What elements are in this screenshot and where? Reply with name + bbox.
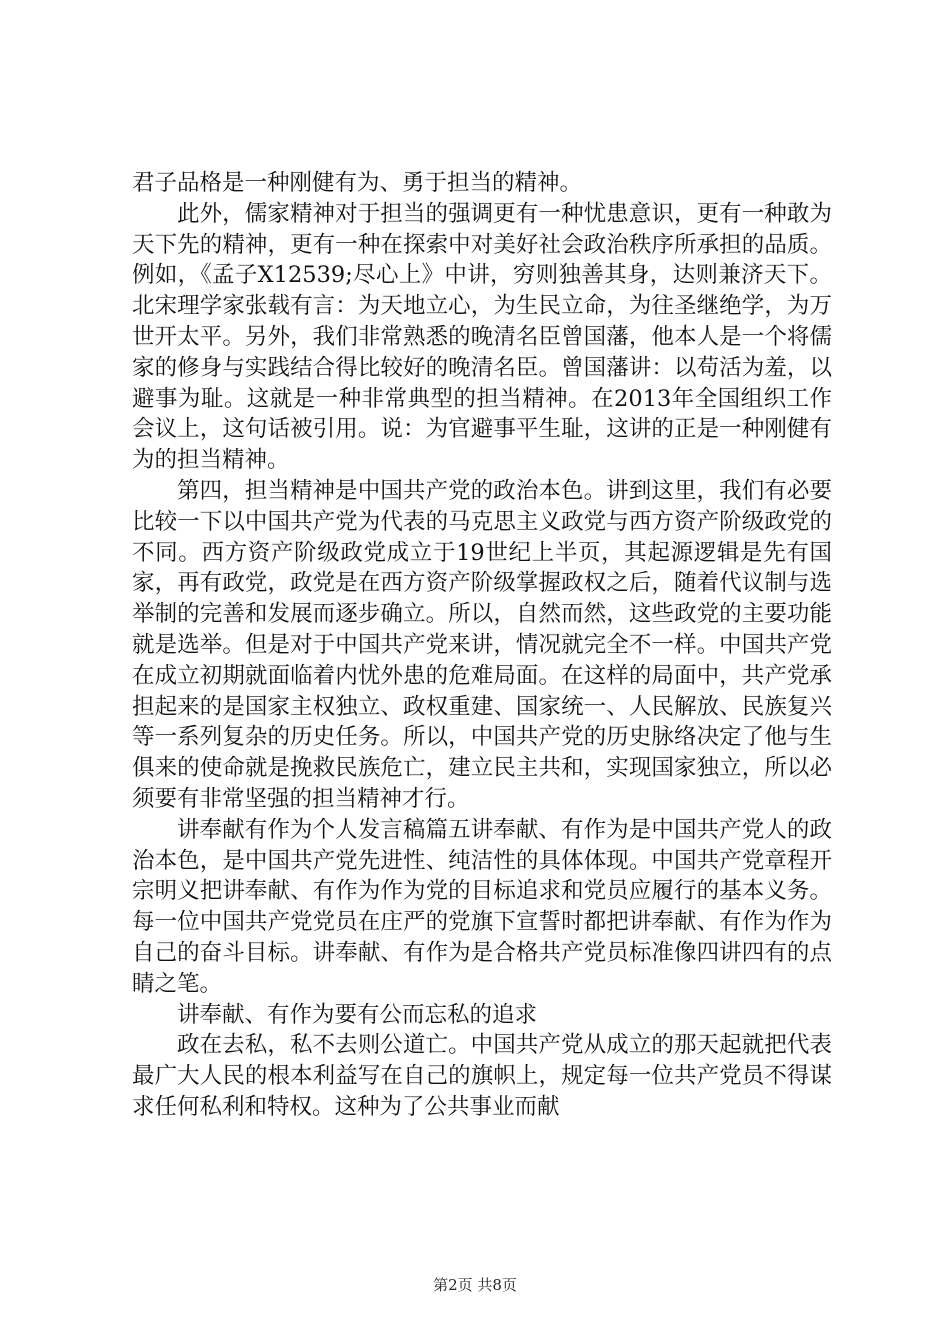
paragraph-speech-part-five: 讲奉献有作为个人发言稿篇五讲奉献、有作为是中国共产党人的政治本色，是中国共产党先进性、纯洁性的具体体现。中国共产党章程开宗明义把讲奉献、有作为作为党的目标追求和党员应履行的基本义务。每一位中国共产党党员在庄严的党旗下宣誓时都把讲奉献、有作为作为自己的奋斗目标。讲奉献、有作为是合格共产党员标准像四讲四有的点睛之笔。	[132, 816, 832, 997]
paragraph-confucian-spirit: 此外，儒家精神对于担当的强调更有一种忧患意识，更有一种敢为天下先的精神，更有一种在探索中对美好社会政治秩序所承担的品质。例如，《孟子X12539;尽心上》中讲，穷则独善其身，达则兼济天下。北宋理学家张载有言：为天地立心，为生民立命，为往圣继绝学，为万世开太平。另外，我们非常熟悉的晚清名臣曾国藩，他本人是一个将儒家的修身与实践结合得比较好的晚清名臣。曾国藩讲：以苟活为羞，以避事为耻。这就是一种非常典型的担当精神。在2013年全国组织工作会议上，这句话被引用。说：为官避事平生耻，这讲的正是一种刚健有为的担当精神。	[132, 200, 832, 474]
paragraph-party-character: 第四，担当精神是中国共产党的政治本色。讲到这里，我们有必要比较一下以中国共产党为代表的马克思主义政党与西方资产阶级政党的不同。西方资产阶级政党成立于19世纪上半页，其起源逻辑是先有国家，再有政党，政党是在西方资产阶级掌握政权之后，随着代议制与选举制的完善和发展而逐步确立。所以，自然而然，这些政党的主要功能就是选举。但是对于中国共产党来讲，情况就完全不一样。中国共产党在成立初期就面临着内忧外患的危难局面。在这样的局面中，共产党承担起来的是国家主权独立、政权重建、国家统一、人民解放、民族复兴等一系列复杂的历史任务。所以，中国共产党的历史脉络决定了他与生俱来的使命就是挽救民族危亡，建立民主共和，实现国家独立，所以必须要有非常坚强的担当精神才行。	[132, 477, 832, 812]
paragraph-continuation: 君子品格是一种刚健有为、勇于担当的精神。	[132, 170, 583, 196]
section-subheading: 讲奉献、有作为要有公而忘私的追求	[177, 1001, 538, 1028]
paragraph-selflessness: 政在去私，私不去则公道亡。中国共产党从成立的那天起就把代表最广大人民的根本利益写在自己的旗帜上，规定每一位共产党员不得谋求任何私利和特权。这种为了公共事业而献	[132, 1032, 832, 1120]
document-body	[132, 168, 832, 1123]
page-number-footer: 第2页 共8页	[433, 1276, 517, 1294]
